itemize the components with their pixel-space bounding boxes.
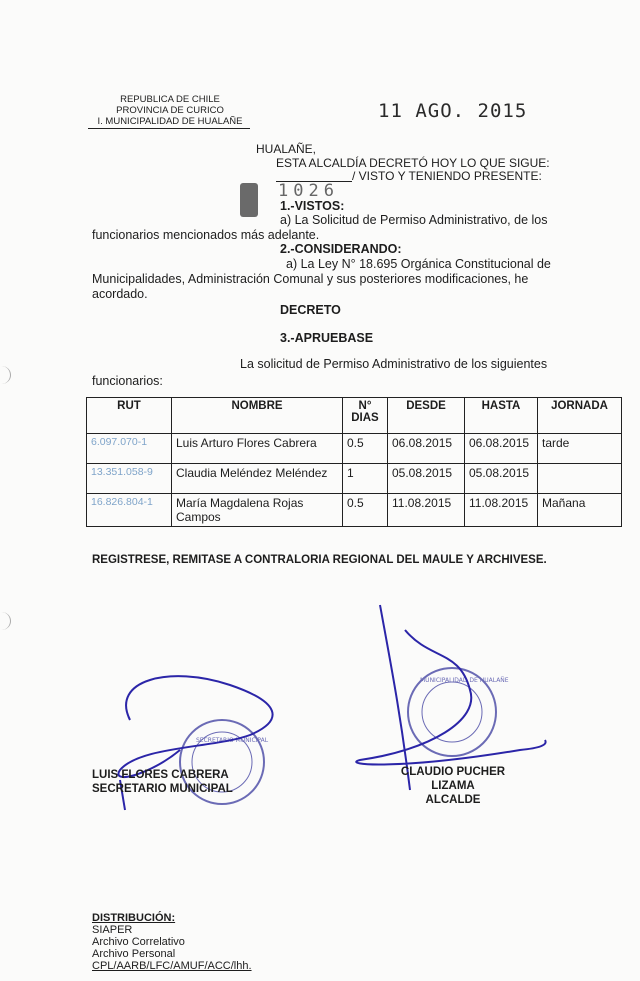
section-considerando-text-a: a) La Ley N° 18.695 Orgánica Constitucional de [286, 257, 551, 271]
cell-nombre: María Magdalena Rojas Campos [172, 494, 343, 527]
col-header-desde: DESDE [388, 398, 465, 434]
decree-line: ESTA ALCALDÍA DECRETÓ HOY LO QUE SIGUE: [276, 156, 550, 170]
col-header-dias: N° DIAS [343, 398, 388, 434]
secretary-name: LUIS FLORES CABRERA [92, 769, 229, 781]
distribution-item: Archivo Correlativo [92, 936, 185, 948]
place-line: HUALAÑE, [256, 142, 317, 156]
distribution-block [92, 912, 252, 972]
cell-hasta: 05.08.2015 [465, 464, 538, 494]
municipality-header [95, 94, 245, 127]
cell-jornada: tarde [538, 434, 622, 464]
header-line-republic: REPUBLICA DE CHILE [120, 94, 220, 105]
col-header-rut: RUT [87, 398, 172, 434]
cell-rut: 16.826.804-1 [87, 494, 172, 527]
table-header-row [87, 398, 622, 434]
header-underline [88, 128, 250, 129]
mayor-title: ALCALDE [425, 794, 481, 806]
distribution-item: CPL/AARB/LFC/AMUF/ACC/lhh. [92, 960, 252, 972]
secretary-seal-text: SECRETARIO MUNICIPAL [196, 737, 269, 744]
cell-rut: 13.351.058-9 [87, 464, 172, 494]
section-considerando-text-b: Municipalidades, Administración Comunal y sus posteriores modificaciones, he [92, 272, 529, 286]
mayor-name: CLAUDIO PUCHER LIZAMA [400, 766, 506, 792]
cell-hasta: 06.08.2015 [465, 434, 538, 464]
hole-punch-mark [0, 366, 11, 384]
stamp-ink-smudge [240, 183, 258, 217]
cell-dias: 0.5 [343, 494, 388, 527]
visto-line: / VISTO Y TENIENDO PRESENTE: [352, 169, 542, 183]
cell-desde: 06.08.2015 [388, 434, 465, 464]
cell-dias: 1 [343, 464, 388, 494]
table-row [87, 464, 622, 494]
table-row [87, 494, 622, 527]
section-considerando-text-c: acordado. [92, 287, 148, 301]
cell-desde: 11.08.2015 [388, 494, 465, 527]
cell-jornada [538, 464, 622, 494]
cell-jornada: Mañana [538, 494, 622, 527]
cell-nombre: Claudia Meléndez Meléndez [172, 464, 343, 494]
col-header-nombre: NOMBRE [172, 398, 343, 434]
distribution-item: Archivo Personal [92, 948, 176, 960]
decree-number-stamp: 1026 [278, 181, 339, 201]
secretary-title: SECRETARIO MUNICIPAL [92, 783, 233, 795]
section-vistos-title: 1.-VISTOS: [280, 199, 345, 213]
permits-table [86, 397, 622, 527]
section-apruebase-text-b: funcionarios: [92, 374, 163, 388]
cell-hasta: 11.08.2015 [465, 494, 538, 527]
cell-desde: 05.08.2015 [388, 464, 465, 494]
mayor-seal-text: MUNICIPALIDAD DE HUALAÑE [420, 677, 509, 684]
section-apruebase-text-a: La solicitud de Permiso Administrativo de los siguientes [240, 357, 548, 371]
section-vistos-text-b: funcionarios mencionados más adelante. [92, 228, 320, 242]
cell-dias: 0.5 [343, 434, 388, 464]
col-header-hasta: HASTA [465, 398, 538, 434]
signatures-artwork [0, 570, 640, 870]
table-row [87, 434, 622, 464]
section-apruebase-title: 3.-APRUEBASE [280, 331, 374, 345]
header-line-province: PROVINCIA DE CURICO [116, 105, 224, 116]
cell-nombre: Luis Arturo Flores Cabrera [172, 434, 343, 464]
mayor-signature-stroke [356, 605, 545, 790]
section-considerando-title: 2.-CONSIDERANDO: [280, 242, 402, 256]
mayor-signature-block [378, 765, 528, 807]
header-line-municipality: I. MUNICIPALIDAD DE HUALAÑE [97, 116, 243, 127]
distribution-title: DISTRIBUCIÓN: [92, 912, 176, 924]
col-header-jornada: JORNADA [538, 398, 622, 434]
distribution-item: SIAPER [92, 924, 133, 936]
decreto-heading: DECRETO [280, 303, 341, 317]
secretary-signature-block [92, 768, 233, 796]
cell-rut: 6.097.070-1 [87, 434, 172, 464]
section-vistos-text-a: a) La Solicitud de Permiso Administrativo, de los [280, 213, 548, 227]
date-stamp: 11 AGO. 2015 [378, 100, 528, 122]
registrese-line: REGISTRESE, REMITASE A CONTRALORIA REGIONAL DEL MAULE Y ARCHIVESE. [92, 554, 547, 566]
